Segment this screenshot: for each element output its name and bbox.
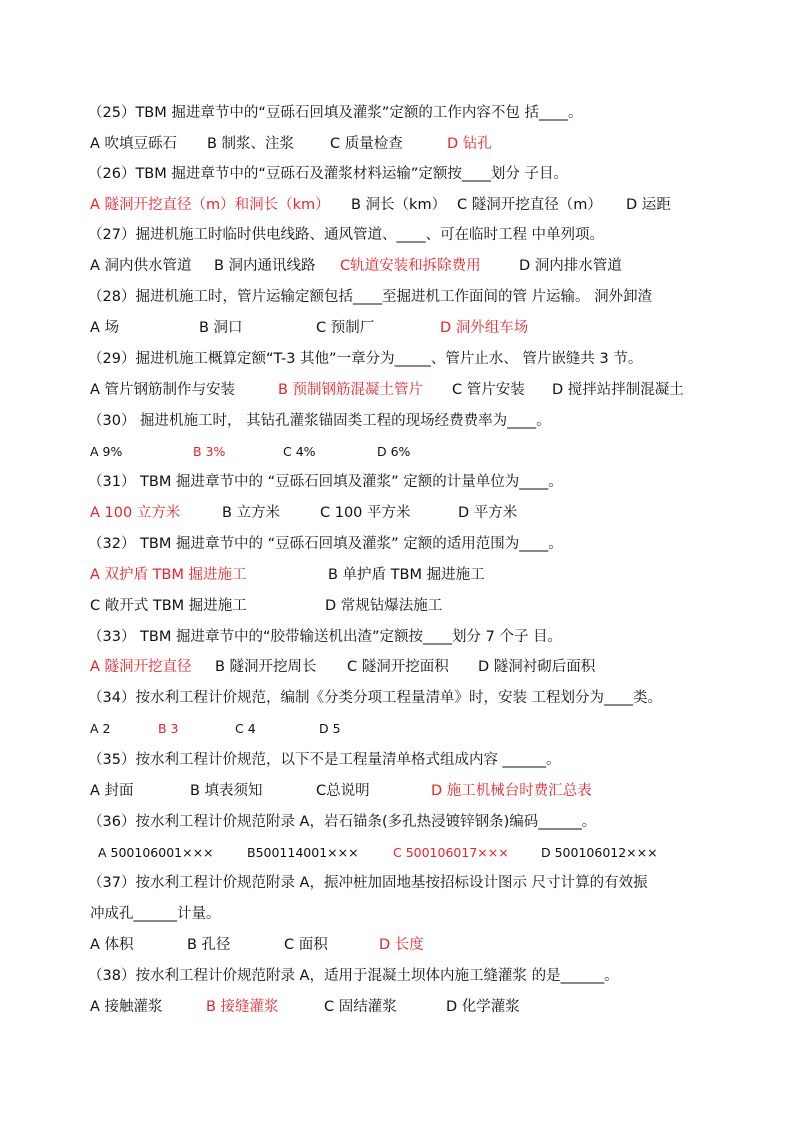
question-28-stem: （28）掘进机施工时，管片运输定额包括____至掘进机工作面间的管 片运输。 洞外卸渣 [88, 289, 653, 305]
option-b: B 单护盾 TBM 掘进施工 [328, 567, 485, 583]
option-d: D 隧洞衬砌后面积 [478, 659, 596, 675]
option-c: C 4 [235, 721, 256, 736]
option-d: D 平方米 [458, 505, 518, 521]
option-a: A 500106001××× [98, 845, 214, 860]
question-37-stem-continued: 冲成孔______计量。 [90, 906, 221, 922]
option-b: B 孔径 [187, 937, 231, 953]
question-35-stem: （35）按水利工程计价规范，以下不是工程量清单格式组成内容 ______。 [88, 752, 561, 768]
option-c-answer: C 500106017××× [393, 845, 509, 860]
option-d: D 5 [319, 721, 341, 736]
option-c: C 预制厂 [316, 320, 375, 336]
option-b: B 隧洞开挖周长 [215, 659, 317, 675]
option-b: B 制浆、注浆 [207, 136, 295, 152]
option-a: A 封面 [90, 783, 134, 799]
option-b: B 洞口 [199, 320, 243, 336]
option-a: A 场 [90, 320, 120, 336]
option-b: B 洞长（km） [351, 197, 447, 213]
question-33-stem: （33） TBM 掘进章节中的“胶带输送机出渣”定额按____划分 7 个子 目。 [88, 629, 563, 645]
option-a: A 体积 [90, 937, 134, 953]
option-b-answer: B 3% [193, 444, 226, 459]
option-d: D 500106012××× [541, 845, 658, 860]
question-25-stem: （25）TBM 掘进章节中的“豆砾石回填及灌浆”定额的工作内容不包 括____。 [88, 105, 583, 121]
option-c: C 100 平方米 [320, 505, 411, 521]
option-c: C 隧洞开挖直径（m） [457, 197, 602, 213]
question-26-stem: （26）TBM 掘进章节中的“豆砾石及灌浆材料运输”定额按____划分 子目。 [88, 166, 569, 182]
option-d: D 搅拌站拌制混凝土 [552, 382, 684, 398]
option-a: A 管片钢筋制作与安装 [90, 382, 236, 398]
option-d: D 运距 [626, 197, 671, 213]
option-a: A 洞内供水管道 [90, 258, 192, 274]
question-32-stem: （32） TBM 掘进章节中的 “豆砾石回填及灌浆” 定额的适用范围为____。 [88, 536, 563, 552]
option-b-answer: B 3 [158, 721, 179, 736]
option-b: B 洞内通讯线路 [214, 258, 316, 274]
option-a: A 接触灌浆 [90, 999, 163, 1015]
option-a-answer: A 双护盾 TBM 掘进施工 [90, 567, 247, 583]
question-38-stem: （38）按水利工程计价规范附录 A，适用于混凝土坝体内施工缝灌浆 的是______。 [88, 968, 619, 984]
option-c: C 隧洞开挖面积 [347, 659, 449, 675]
option-a: A 2 [90, 721, 111, 736]
question-27-stem: （27）掘进机施工时临时供电线路、通风管道、____、可在临时工程 中单列项。 [88, 227, 605, 243]
option-b-answer: B 接缝灌浆 [206, 999, 279, 1015]
option-b: B500114001××× [247, 845, 359, 860]
option-c: C 面积 [284, 937, 328, 953]
option-d: D 6% [377, 444, 411, 459]
option-c: C 质量检查 [330, 136, 403, 152]
option-c: C 4% [283, 444, 316, 459]
option-d-answer: D 洞外组车场 [440, 320, 529, 336]
option-b: B 立方米 [222, 505, 281, 521]
option-a: A 吹填豆砾石 [90, 136, 178, 152]
question-34-stem: （34）按水利工程计价规范，编制《分类分项工程量清单》时，安装 工程划分为____类。 [88, 690, 663, 706]
option-c: C总说明 [316, 783, 370, 799]
question-37-stem: （37）按水利工程计价规范附录 A，振冲桩加固地基按招标设计图示 尺寸计算的有效振 [88, 875, 648, 891]
option-a-answer: A 隧洞开挖直径 [90, 659, 192, 675]
option-c: C 固结灌浆 [324, 999, 397, 1015]
option-b: B 填表须知 [190, 783, 263, 799]
option-d: D 化学灌浆 [446, 999, 520, 1015]
option-d-answer: D 钻孔 [447, 136, 492, 152]
option-a-answer: A 隧洞开挖直径（m）和洞长（km） [90, 197, 330, 213]
option-d: D 洞内排水管道 [519, 258, 622, 274]
question-31-stem: （31） TBM 掘进章节中的 “豆砾石回填及灌浆” 定额的计量单位为____。 [88, 474, 563, 490]
option-c: C 敞开式 TBM 掘进施工 [90, 598, 247, 614]
option-b-answer: B 预制钢筋混凝土管片 [278, 382, 424, 398]
question-29-stem: （29）掘进机施工概算定额“T-3 其他”一章分为_____、管片止水、 管片嵌缝共 3 节。 [88, 351, 643, 367]
question-30-stem: （30） 掘进机施工时， 其钻孔灌浆锚固类工程的现场经费费率为____。 [88, 413, 551, 429]
option-c: C 管片安装 [452, 382, 525, 398]
option-d-answer: D 施工机械台时费汇总表 [431, 783, 592, 799]
option-a: A 9% [90, 444, 123, 459]
option-c-answer: C轨道安装和拆除费用 [340, 258, 481, 274]
question-36-stem: （36）按水利工程计价规范附录 A，岩石锚条(多孔热浸镀锌钢条)编码______。 [88, 814, 597, 830]
option-a-answer: A 100 立方米 [90, 505, 181, 521]
option-d: D 常规钻爆法施工 [325, 598, 443, 614]
option-d-answer: D 长度 [379, 937, 424, 953]
